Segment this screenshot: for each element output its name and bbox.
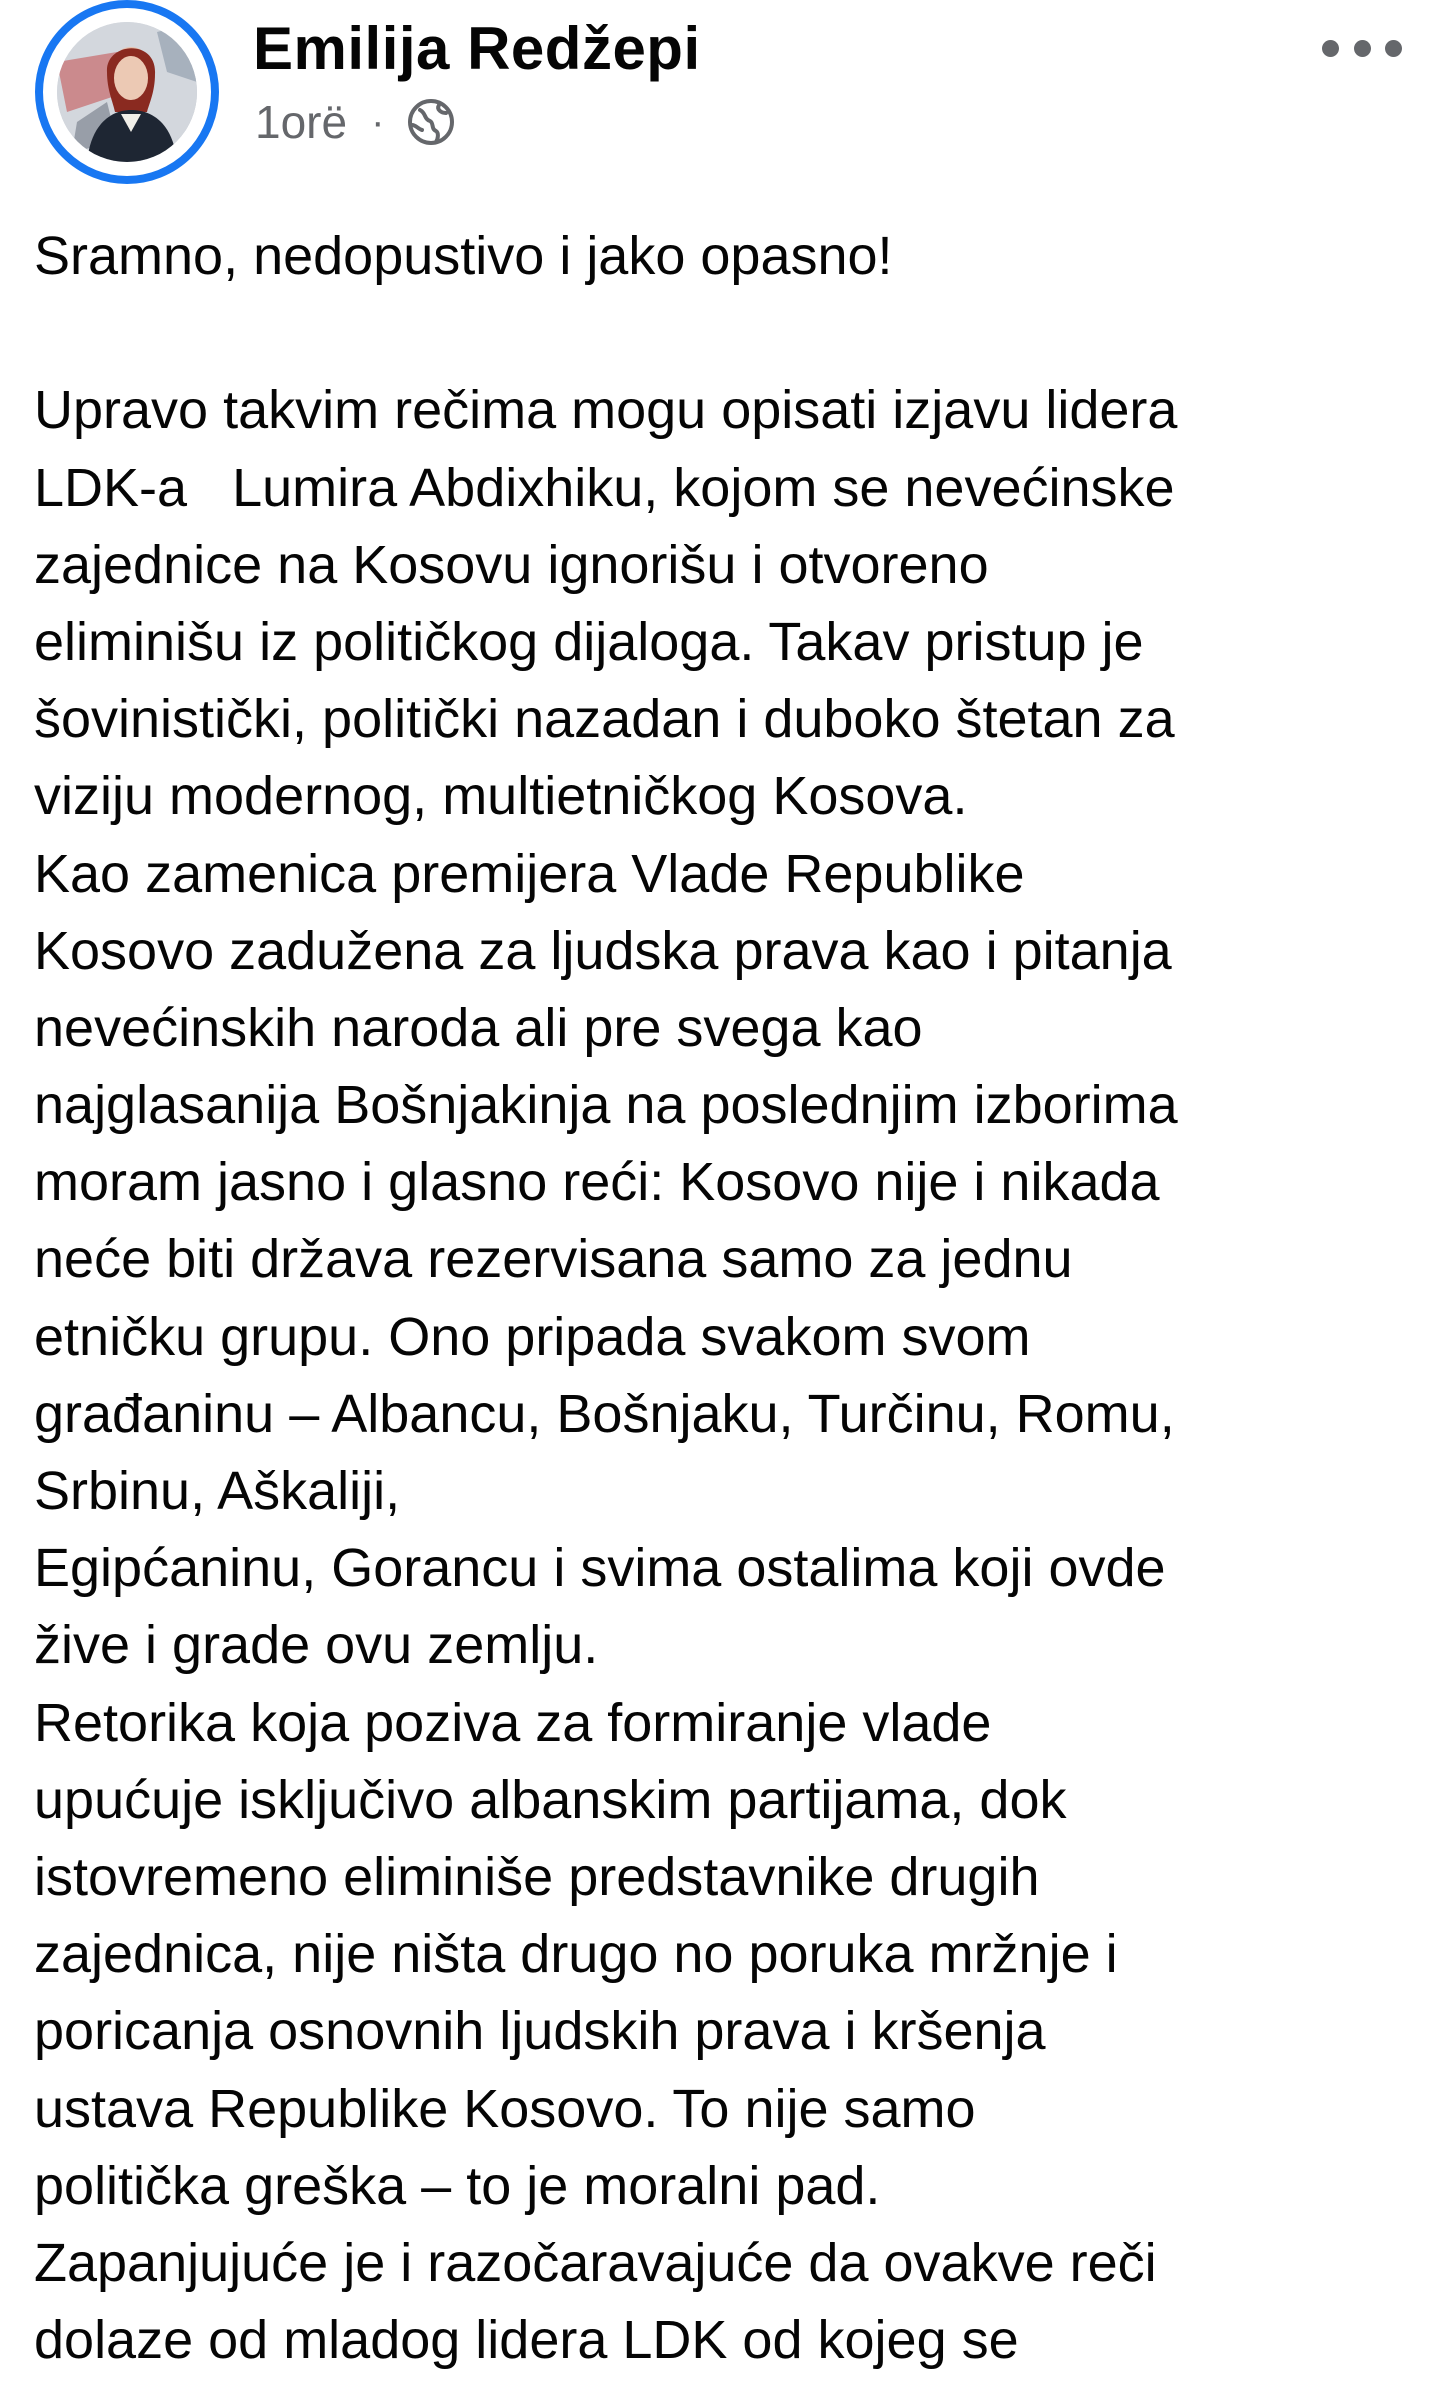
paragraph-gap — [34, 295, 1414, 372]
post-text-line: Retorika koja poziva za formiranje vlade — [34, 1692, 992, 1753]
more-dot — [1322, 40, 1339, 57]
post-text-line: dolaze od mladog lidera LDK od kojeg se — [34, 2310, 1019, 2371]
post-text-line: građaninu – Albancu, Bošnjaku, Turčinu, Romu, — [34, 1383, 1175, 1444]
post-text-line: žive i grade ovu zemlju. — [34, 1615, 599, 1676]
author-name[interactable]: Emilija Redžepi — [253, 15, 701, 82]
post-timestamp[interactable]: 1orë — [255, 96, 348, 148]
post-text-line: LDK-a Lumira Abdixhiku, kojom se nevećinske — [34, 457, 1175, 518]
post-text-line: poricanja osnovnih ljudskih prava i kršenja — [34, 2001, 1046, 2062]
post-header — [0, 0, 1436, 190]
post-text-line: Kosovo zadužena za ljudska prava kao i pitanja — [34, 920, 1172, 981]
post-text-line: Kao zamenica premijera Vlade Republike — [34, 843, 1025, 904]
more-dot — [1385, 40, 1402, 57]
post-text-line: Upravo takvim rečima mogu opisati izjavu lidera — [34, 380, 1178, 441]
post-text-line: viziju modernog, multietničkog Kosova. — [34, 766, 968, 827]
post-text-line: etničku grupu. Ono pripada svakom svom — [34, 1306, 1031, 1367]
post-text-line: Sramno, nedopustivo i jako opasno! — [34, 226, 893, 286]
globe-icon[interactable] — [406, 97, 456, 147]
post-text-line: politička greška – to je moralni pad. — [34, 2155, 881, 2216]
post-text-line: moram jasno i glasno reći: Kosovo nije i nikada — [34, 1152, 1160, 1213]
post-text-line: nevećinskih naroda ali pre svega kao — [34, 997, 923, 1058]
post-text-line: Egipćaninu, Gorancu i svima ostalima koji ovde — [34, 1538, 1166, 1599]
meta-separator: · — [371, 99, 385, 144]
post-text-line: neće biti država rezervisana samo za jednu — [34, 1229, 1073, 1290]
avatar[interactable] — [35, 0, 219, 184]
post-meta — [255, 92, 456, 152]
post-text-line: Zapanjujuće je i razočaravajuće da ovakve reči — [34, 2232, 1157, 2293]
post-text-line: eliminišu iz političkog dijaloga. Takav pristup je — [34, 611, 1144, 672]
post-text-line: najglasanija Bošnjakinja na poslednjim izborima — [34, 1075, 1178, 1136]
profile-photo — [57, 22, 197, 162]
more-dot — [1354, 40, 1371, 57]
post-text — [34, 218, 1414, 2379]
post-text-line: upućuje isključivo albanskim partijama, dok — [34, 1769, 1067, 1830]
more-horizontal-icon[interactable] — [1322, 28, 1402, 68]
post-text-line: zajednica, nije ništa drugo no poruka mržnje i — [34, 1924, 1118, 1985]
post-text-line: šovinistički, politički nazadan i duboko štetan za — [34, 689, 1175, 750]
post-text-line: zajednice na Kosovu ignorišu i otvoreno — [34, 534, 989, 595]
post-text-line: ustava Republike Kosovo. To nije samo — [34, 2078, 976, 2139]
post-text-line: istovremeno eliminiše predstavnike drugih — [34, 1846, 1040, 1907]
post-text-line: Srbinu, Aškaliji, — [34, 1461, 401, 1521]
